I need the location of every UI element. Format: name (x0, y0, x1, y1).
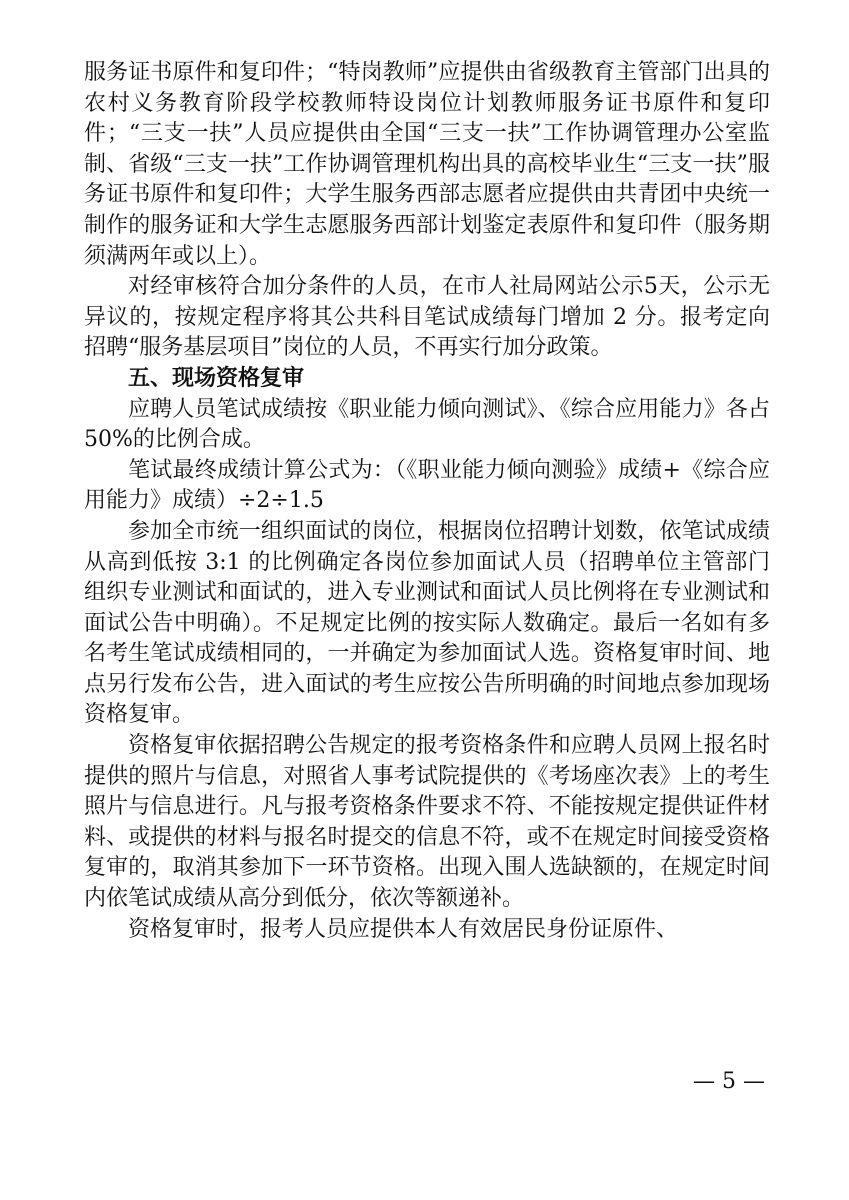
paragraph-certificates: 服务证书原件和复印件；“特岗教师”应提供由省级教育主管部门出具的农村义务教育阶段学校教师特设岗位计划教师服务证书原件和复印件；“三支一扶”人员应提供由全国“三支一扶”工作协调管理办公室监制、省级“三支一扶”工作协调管理机构出具的高校毕业生“三支一扶”服务证书原件和复印件；大学生服务西部志愿者应提供由共青团中央统一制作的服务证和大学生志愿服务西部计划鉴定表原件和复印件（服务期须满两年或以上）。 (84, 60, 770, 269)
page-number: — 5 — (693, 1069, 765, 1094)
paragraph-interview-selection: 参加全市统一组织面试的岗位，根据岗位招聘计划数，依笔试成绩从高到低按 3:1 的比例确定各岗位参加面试人员（招聘单位主管部门组织专业测试和面试的，进入专业测试和面试人员比例将在专业测试和面试公告中明确）。不足规定比例的按实际人数确定。最后一名如有多名考生笔试成绩相同的，一并确定为参加面试人选。资格复审时间、地点另行发布公告，进入面试的考生应按公告所明确的时间地点参加现场资格复审。 (84, 518, 770, 728)
document-body (84, 58, 770, 945)
paragraph-score-formula: 笔试最终成绩计算公式为：（《职业能力倾向测验》成绩+《综合应用能力》成绩）÷2÷1.5 (84, 457, 770, 514)
paragraph-bonus-points: 对经审核符合加分条件的人员，在市人社局网站公示5天，公示无异议的，按规定程序将其公共科目笔试成绩每门增加 2 分。报考定向招聘“服务基层项目”岗位的人员，不再实行加分政策。 (84, 274, 770, 361)
paragraph-review-documents: 资格复审时，报考人员应提供本人有效居民身份证原件、 (128, 916, 679, 942)
section-heading: 五、现场资格复审 (128, 365, 305, 391)
paragraph-review-basis: 资格复审依据招聘公告规定的报考资格条件和应聘人员网上报名时提供的照片与信息，对照省人事考试院提供的《考场座次表》上的考生照片与信息进行。凡与报考资格条件要求不符、不能按规定提供证件材料、或提供的材料与报名时提交的信息不符，或不在规定时间接受资格复审的，取消其参加下一环节资格。出现入围人选缺额的，在规定时间内依笔试成绩从高分到低分，依次等额递补。 (84, 733, 770, 912)
paragraph-score-ratio: 应聘人员笔试成绩按《职业能力倾向测试》、《综合应用能力》各占 50%的比例合成。 (84, 396, 770, 453)
